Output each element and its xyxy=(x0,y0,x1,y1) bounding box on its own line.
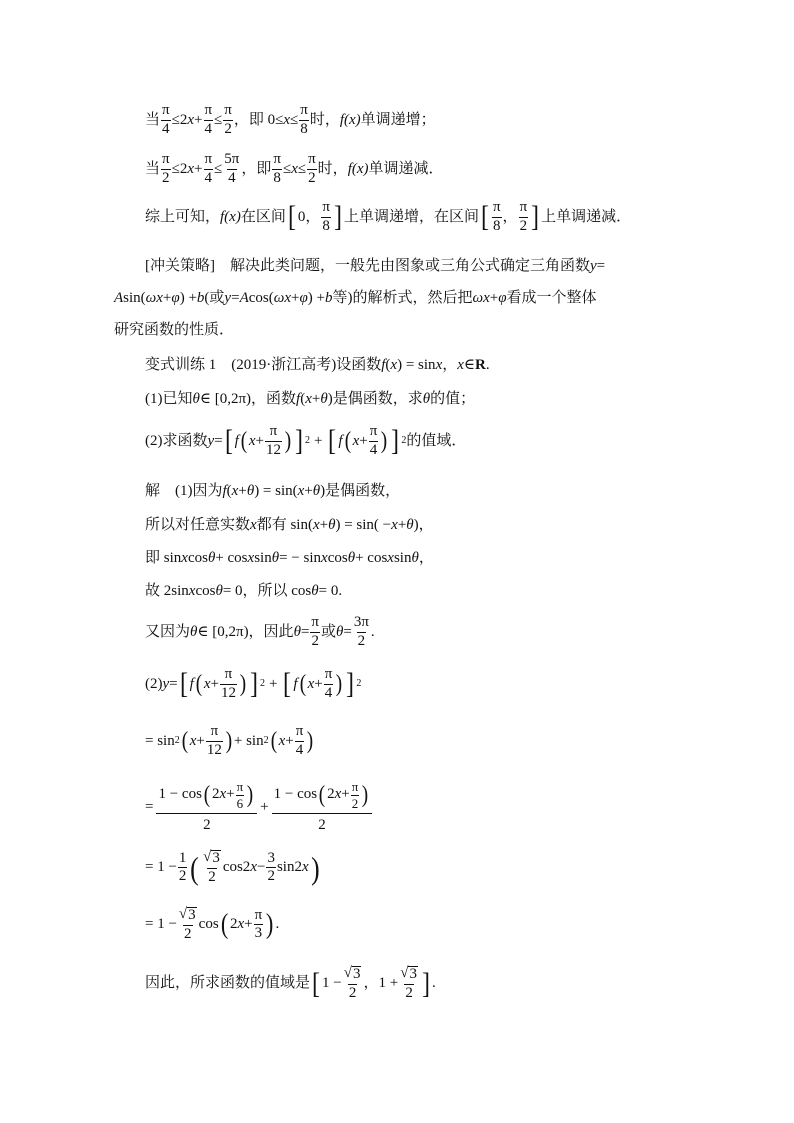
line-17: = 1 − cos ( 2 x + $\frac{\pi}{6}$ ) 2 + 1 − cos ( 2 x + $\frac{\pi}{2}$ ) 2 xyxy=(145,780,375,834)
fraction: $\frac{\pi}{12}$ xyxy=(220,666,236,701)
fraction: $\frac{\pi}{4}$ xyxy=(162,102,170,137)
line-3 xyxy=(145,200,631,235)
fraction: $\frac{\pi}{2}$ xyxy=(162,151,170,186)
fraction: $\frac{5\pi}{4}$ xyxy=(224,151,240,186)
var-x: x xyxy=(187,160,194,177)
fraction: $\frac{\pi}{2}$ xyxy=(308,151,316,186)
line-5: A sin( ωx + φ ) + b (或 y = A cos( ωx + φ ) + b 等)的解析式，然后把 ωx + φ 看成一个整体 xyxy=(114,290,597,306)
var-x: x xyxy=(291,160,298,177)
line-6 xyxy=(114,323,234,338)
fraction: √ 3 2 xyxy=(203,849,220,885)
func-fx: f(x) xyxy=(347,160,369,177)
bracket-left: [ xyxy=(480,200,489,234)
line-12: 即 sin x cos θ + cos x sin θ = − sin x cos θ + cos x sin θ ， xyxy=(145,550,434,566)
text: 单调递增； xyxy=(360,111,436,128)
text: ≤ xyxy=(282,160,292,177)
fraction: √ 3 2 xyxy=(178,906,196,942)
bracket-left: [ xyxy=(312,966,321,1000)
text: 综上可知， xyxy=(145,208,221,225)
text: ，即 xyxy=(241,160,272,177)
fraction: $\frac{\pi}{4}$ xyxy=(204,102,213,137)
fraction: $\frac{\pi}{8}$ xyxy=(322,199,330,234)
bracket-right: ] xyxy=(531,200,540,234)
text: + xyxy=(194,160,203,177)
text: 当 xyxy=(145,111,161,128)
fraction: $\frac{\pi}{12}$ xyxy=(265,423,281,458)
text: = xyxy=(596,258,606,274)
text: 研究函数的性质． xyxy=(114,322,235,338)
big-fraction: 1 − cos ( 2 x + $\frac{\pi}{2}$ ) 2 xyxy=(273,780,372,834)
text: [冲关策略] 解决此类问题，一般先由图象或三角公式确定三角函数 xyxy=(145,258,590,274)
bracket-right: ] xyxy=(346,667,355,701)
text: 单调递减． xyxy=(368,160,444,177)
line-1 xyxy=(145,103,436,138)
text: ≤ xyxy=(297,160,307,177)
bracket-right: ] xyxy=(333,200,342,234)
bracket-right: ] xyxy=(421,966,430,1000)
fraction: $\frac{\pi}{12}$ xyxy=(206,723,222,758)
fraction: $\frac{\pi}{2}$ xyxy=(311,614,319,649)
text: + xyxy=(194,111,203,128)
func-fx: f(x) xyxy=(220,208,241,225)
text: ，即 0≤ xyxy=(233,111,284,128)
text: 当 xyxy=(145,160,161,177)
var-x: x xyxy=(187,111,194,128)
line-7: 变式训练 1 (2019·浙江高考)设函数 f ( x ) = sin x ， x ∈ R . xyxy=(145,357,490,373)
line-16: = sin 2 ( x + $\frac{\pi}{12}$ ) + sin 2 ( x + $\frac{\pi}{4}$ ) xyxy=(145,723,314,758)
fraction: √ 3 2 xyxy=(343,965,361,1001)
fraction: $\frac{\pi}{3}$ xyxy=(254,906,263,942)
var-y: y xyxy=(590,258,597,274)
line-13: 故 2sin x cos θ = 0，所以 cos θ = 0. xyxy=(145,583,343,599)
text: ≤2 xyxy=(171,111,188,128)
line-15: (2) y = [ f ( x + $\frac{\pi}{12}$ ) ] 2 + [ f ( x + $\frac{\pi}{4}$ ) ] 2 xyxy=(145,666,362,701)
text: 时， xyxy=(309,111,340,128)
bracket-right: ] xyxy=(391,424,400,458)
fraction: √ 3 2 xyxy=(400,965,417,1001)
big-fraction: 1 − cos ( 2 x + $\frac{\pi}{6}$ ) 2 xyxy=(157,780,256,834)
fraction: $\frac{\pi}{6}$ xyxy=(236,779,244,811)
line-18: = 1 − $\frac{1}{2}$ ( √ 3 2 cos2 x − $\frac{3}{2}$ sin2 x ) xyxy=(145,849,320,886)
text: ≤2 xyxy=(171,160,188,177)
fraction: $\frac{1}{2}$ xyxy=(178,849,187,885)
fraction: $\frac{\pi}{2}$ xyxy=(519,199,528,234)
text: 上单调递增，在区间 xyxy=(343,208,479,225)
line-8: (1)已知 θ ∈ [0,2π)，函数 f ( x + θ )是偶函数，求 θ 的值； xyxy=(145,391,476,407)
bracket-left: [ xyxy=(179,667,188,701)
text: ， xyxy=(502,208,518,225)
func-fx: f(x) xyxy=(339,111,361,128)
line-9: (2)求函数 y = [ f ( x + $\frac{\pi}{12}$ ) ] 2 + [ f ( x + $\frac{\pi}{4}$ ) ] 2 的值域． xyxy=(145,423,467,458)
line-20: 因此，所求函数的值域是 [ 1 − √ 3 2 ， 1 + √ 3 2 ] . xyxy=(145,965,436,1001)
text: ≤ xyxy=(214,160,223,177)
bracket-left: [ xyxy=(224,424,233,458)
fraction: $\frac{\pi}{2}$ xyxy=(351,779,359,811)
fraction: $\frac{\pi}{8}$ xyxy=(492,199,501,234)
bracket-right: ] xyxy=(294,424,303,458)
bracket-left: [ xyxy=(287,200,296,234)
bracket-left: [ xyxy=(328,424,337,458)
text: 在区间 xyxy=(240,208,286,225)
text: 0， xyxy=(297,208,321,225)
bracket-left: [ xyxy=(283,667,292,701)
fraction: $\frac{\pi}{4}$ xyxy=(204,151,213,186)
text: ≤ xyxy=(214,111,223,128)
line-11: 所以对任意实数 x 都有 sin( x + θ ) = sin( − x + θ )， xyxy=(145,517,434,533)
fraction: $\frac{\pi}{2}$ xyxy=(224,102,232,137)
text: 时， xyxy=(317,160,348,177)
text: ≤ xyxy=(290,111,299,128)
fraction: $\frac{\pi}{4}$ xyxy=(295,723,304,758)
line-14: 又因为 θ ∈ [0,2π)，因此 θ = $\frac{\pi}{2}$ 或 θ = $\frac{3\pi}{2}$ . xyxy=(145,614,375,649)
line-19: = 1 − √ 3 2 cos ( 2 x + $\frac{\pi}{3}$ ) . xyxy=(145,906,280,942)
fraction: $\frac{\pi}{4}$ xyxy=(324,666,333,701)
bracket-right: ] xyxy=(249,667,258,701)
line-10: 解 (1)因为 f ( x + θ ) = sin( x + θ )是偶函数， xyxy=(145,483,401,499)
fraction: $\frac{3}{2}$ xyxy=(267,849,275,885)
fraction: $\frac{3\pi}{2}$ xyxy=(353,614,369,649)
fraction: $\frac{\pi}{8}$ xyxy=(300,102,308,137)
fraction: $\frac{\pi}{4}$ xyxy=(369,423,378,458)
line-2 xyxy=(145,152,444,187)
fraction: $\frac{\pi}{8}$ xyxy=(273,151,281,186)
line-4 xyxy=(145,259,605,274)
text: 上单调递减． xyxy=(541,208,632,225)
var-x: x xyxy=(283,111,291,128)
